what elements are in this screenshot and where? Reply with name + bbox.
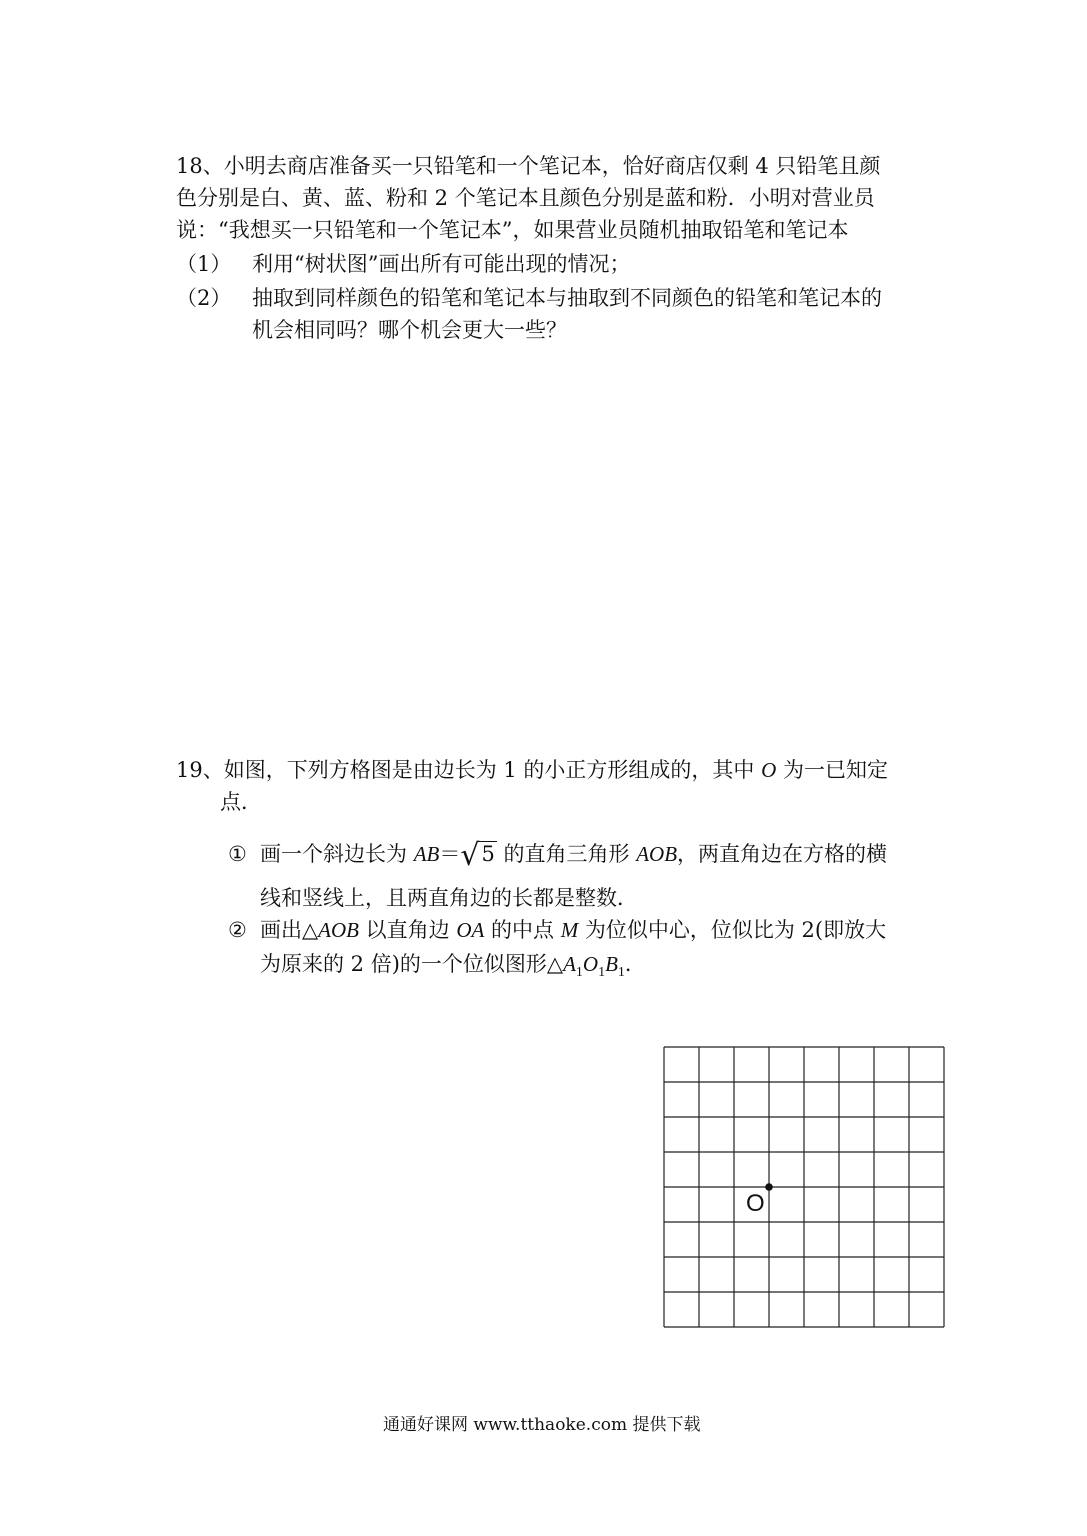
q19-item2-aob: AOB [318,918,359,942]
q19-item2-line1 [260,914,886,946]
q19-item1-aob: AOB [636,842,678,866]
q19-item2-o1: $O_1$ [582,952,606,981]
q19-item2-text-c: 的中点 [484,918,561,942]
q19-line1 [176,754,888,786]
q19-item1-sqrt-value: 5 [481,842,495,866]
grid-lines [664,1047,944,1327]
q19-line2: 点． [220,790,262,814]
q19-line1-text-b: 为一已知定 [776,758,888,782]
q19-item2-line2-text: 为原来的 2 倍)的一个位似图形△ [260,952,564,976]
q19-item1-text-a: 画一个斜边长为 [260,842,414,866]
sqrt-symbol: √5 [460,838,495,873]
q18-line3: 说：“我想买一只铅笔和一个笔记本”，如果营业员随机抽取铅笔和笔记本 [176,218,849,242]
q19-item2-end: ． [624,952,646,976]
q19-item2-line2 [260,948,646,989]
q19-item2-m: M [560,918,579,942]
q19-item1-line1 [260,838,887,872]
q19-point-o-label: O [761,758,777,782]
q18-part1-number: （1） [176,252,232,276]
q18-line2: 色分别是白、黄、蓝、粉和 2 个笔记本且颜色分别是蓝和粉．小明对营业员 [176,186,875,210]
q19-item1-ab: AB [413,842,440,866]
q18-part2-number: （2） [176,286,232,310]
q19-line1-text-a: 19、如图，下列方格图是由边长为 1 的小正方形组成的，其中 [176,758,762,782]
q19-item2-text-a: 画出△ [260,918,319,942]
q19-item1-text-b: 的直角三角形 [496,842,637,866]
footer-source: 通通好课网 www.tthaoke.com 提供下载 [383,1415,701,1435]
q19-item2-marker: ② [228,918,247,942]
q19-item2-oa: OA [456,918,485,942]
q19-item1-eq: ＝ [439,842,461,866]
q19-item2-a1: $A_1$ [563,952,583,981]
q19-item1-marker: ① [228,842,247,866]
square-grid-figure [663,1046,947,1330]
q19-item2-b1: $B_1$ [605,952,625,981]
q18-part2-line2: 机会相同吗？哪个机会更大一些？ [252,318,567,342]
q18-part2-line1: 抽取到同样颜色的铅笔和笔记本与抽取到不同颜色的铅笔和笔记本的 [252,286,882,310]
q19-item2-text-b: 以直角边 [358,918,457,942]
q19-item2-text-d: 为位似中心，位似比为 2(即放大 [578,918,887,942]
point-o-label: O [746,1190,765,1217]
q19-item1-text-c: ，两直角边在方格的横 [677,842,888,866]
point-o-dot [765,1183,773,1191]
q19-item1-line2: 线和竖线上，且两直角边的长都是整数． [260,886,638,910]
q18-part1-text: 利用“树状图”画出所有可能出现的情况； [252,252,631,276]
q18-line1: 18、小明去商店准备买一只铅笔和一个笔记本，恰好商店仅剩 4 只铅笔且颜 [176,154,881,178]
